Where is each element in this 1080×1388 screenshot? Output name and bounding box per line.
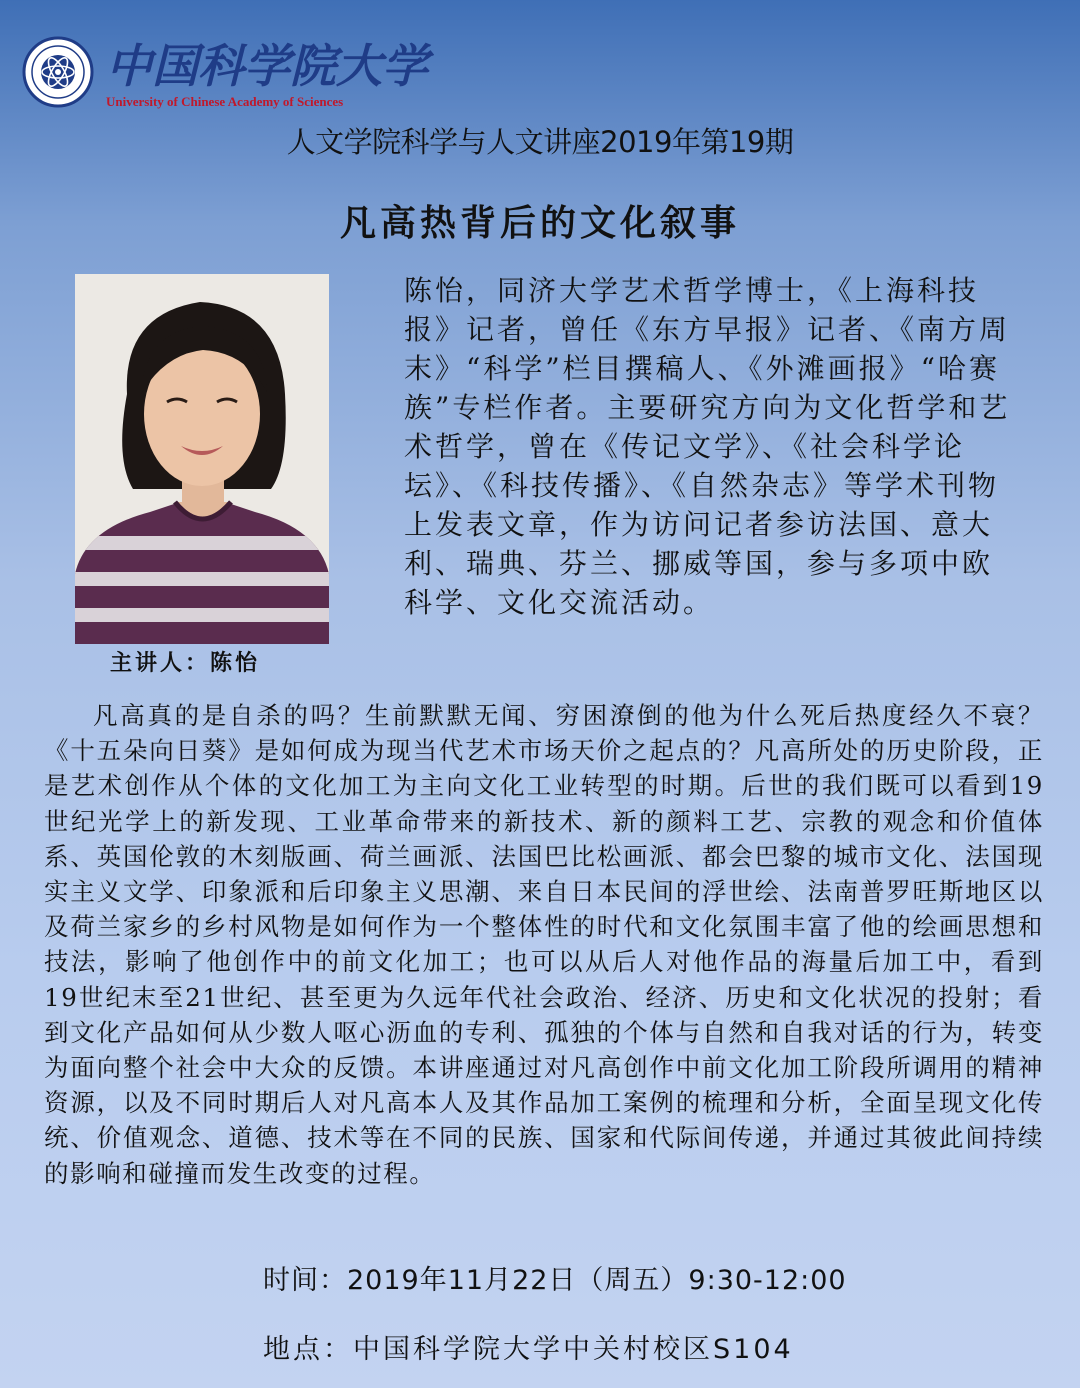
university-emblem-icon <box>22 36 94 108</box>
university-logo <box>22 32 442 114</box>
logo-english-name: University of Chinese Academy of Sciences <box>106 94 344 109</box>
speaker-photo <box>75 274 329 644</box>
lecture-time: 时间：2019年11月22日（周五）9:30-12:00 <box>263 1265 847 1296</box>
lecture-abstract: 凡高真的是自杀的吗？生前默默无闻、穷困潦倒的他为什么死后热度经久不衰？《十五朵向日葵》是如何成为现当代艺术市场天价之起点的？凡高所处的历史阶段，正是艺术创作从个体的文化加工为主向文化工业转型的时期。后世的我们既可以看到19世纪光学上的新发现、工业革命带来的新技术、新的颜料工艺、宗教的观念和价值体系、英国伦敦的木刻版画、荷兰画派、法国巴比松画派、都会巴黎的城市文化、法国现实主义文学、印象派和后印象主义思潮、来自日本民间的浮世绘、法南普罗旺斯地区以及荷兰家乡的乡村风物是如何作为一个整体性的时代和文化氛围丰富了他的绘画思想和技法，影响了他创作中的前文化加工；也可以从后人对他作品的海量后加工中，看到19世纪末至21世纪、甚至更为久远年代社会政治、经济、历史和文化状况的投射；看到文化产品如何从少数人呕心沥血的专利、孤独的个体与自然和自我对话的行为，转变为面向整个社会中大众的反馈。本讲座通过对凡高创作中前文化加工阶段所调用的精神资源，以及不同时期后人对凡高本人及其作品加工案例的梳理和分析，全面呈现文化传统、价值观念、道德、技术等在不同的民族、国家和代际间传递，并通过其彼此间持续的影响和碰撞而发生改变的过程。 <box>44 701 1044 1188</box>
lecture-series-title: 人文学院科学与人文讲座2019年第19期 <box>286 125 794 159</box>
lecture-title: 凡高热背后的文化叙事 <box>339 203 740 244</box>
logo-chinese-name: 中国科学院大学 <box>106 39 428 93</box>
lecture-location: 地点：中国科学院大学中关村校区S104 <box>263 1334 794 1365</box>
speaker-bio: 陈怡，同济大学艺术哲学博士，《上海科技报》记者，曾任《东方早报》记者、《南方周末》“科学”栏目撰稿人、《外滩画报》“哈赛族”专栏作者。主要研究方向为文化哲学和艺术哲学，曾在《传记文学》、《社会科学论坛》、《科技传播》、《自然杂志》等学术刊物上发表文章，作为访问记者参访法国、意大利、瑞典、芬兰、挪威等国，参与多项中欧科学、文化交流活动。 <box>404 274 1011 619</box>
speaker-caption: 主讲人：陈怡 <box>110 651 261 676</box>
